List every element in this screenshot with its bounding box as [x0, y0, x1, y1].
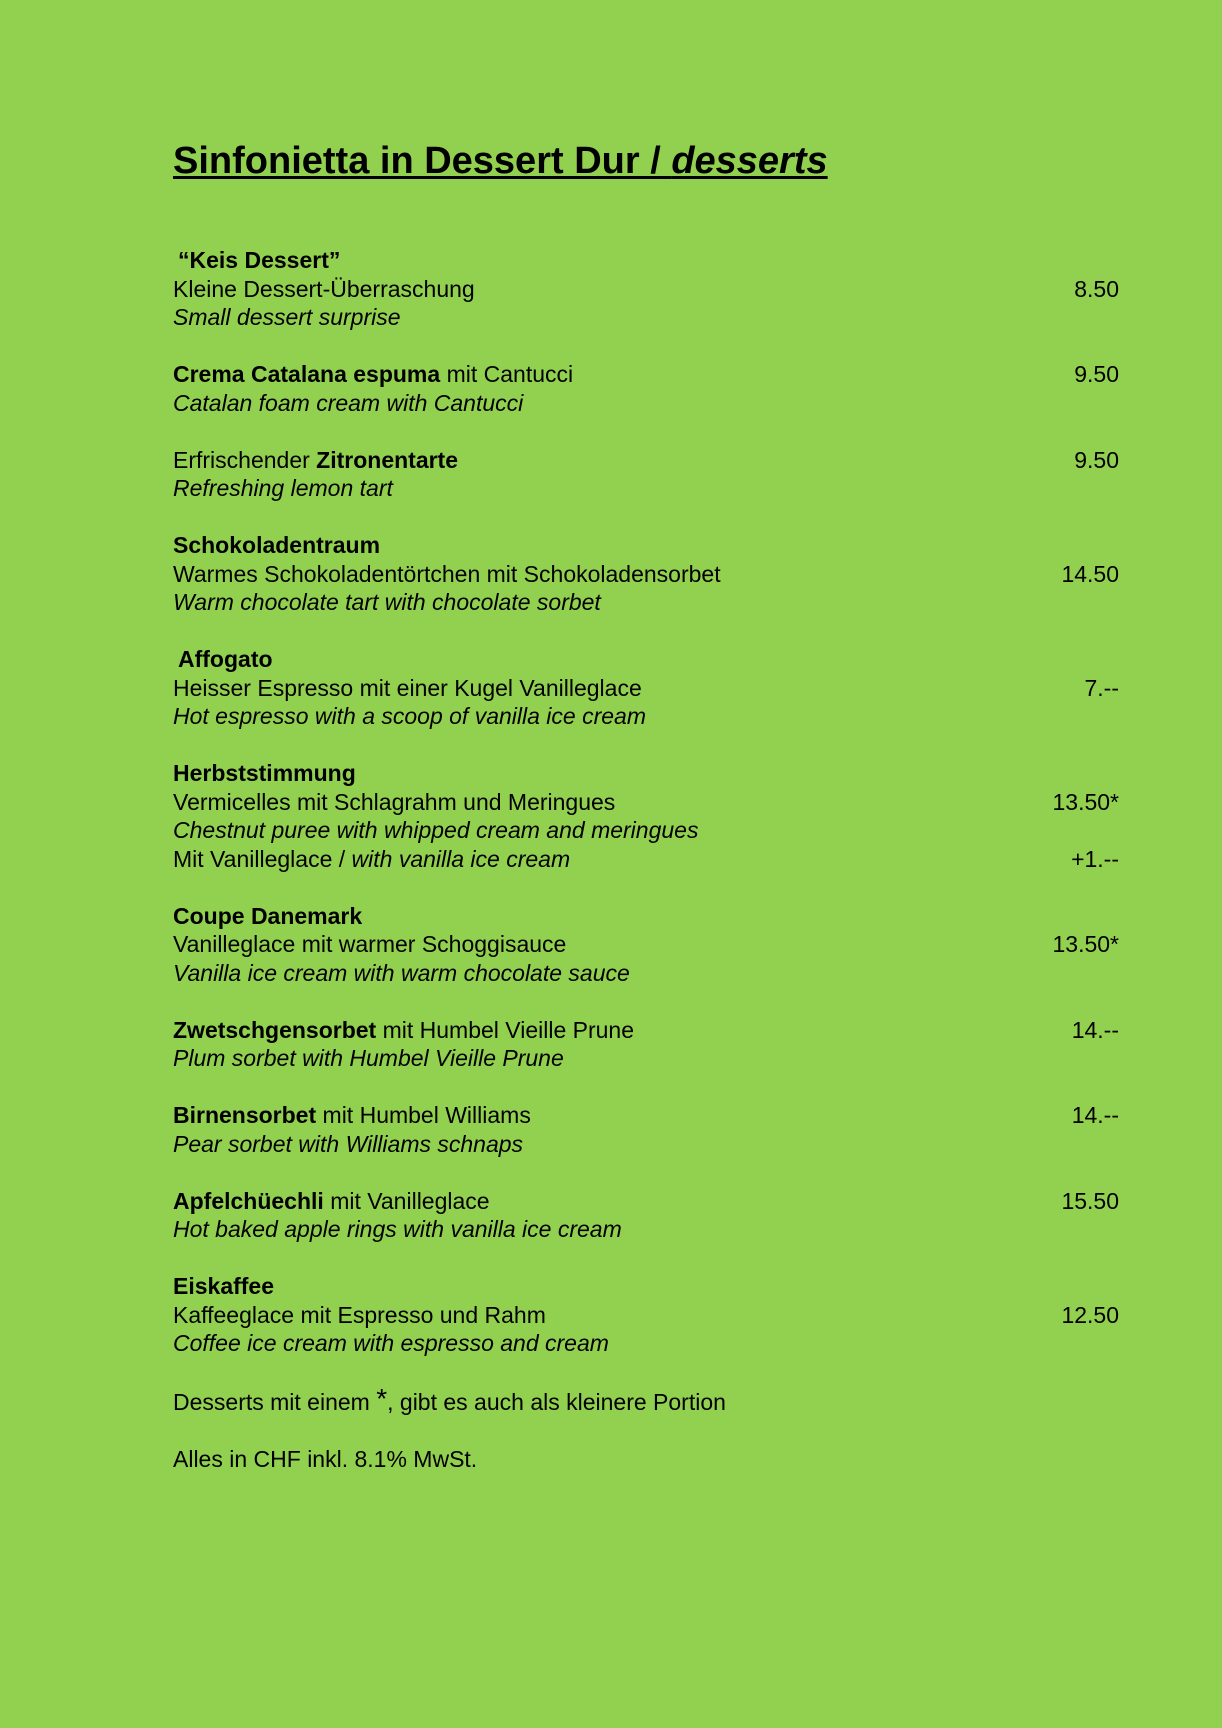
page-title-italic: desserts [671, 140, 828, 182]
item-price: 8.50 [1074, 275, 1119, 302]
item-price: 13.50* [1052, 931, 1119, 957]
item-price: 12.50 [1061, 1301, 1119, 1328]
item-heading: Herbststimmung [173, 760, 356, 786]
item-price: 7.-- [1084, 674, 1119, 701]
item-price: 9.50 [1074, 361, 1119, 387]
item-en-line: Small dessert surprise [173, 304, 401, 330]
item-de-line: Kleine Dessert-Überraschung 8.50 [173, 275, 1119, 302]
item-heading: “Keis Dessert” [178, 247, 341, 273]
vat-note: Alles in CHF inkl. 8.1% MwSt. [173, 1445, 478, 1472]
item-extra-line: Mit Vanilleglace / with vanilla ice cream +1.-- [173, 845, 1119, 872]
item-de-line: Crema Catalana espuma mit Cantucci 9.50 [173, 361, 1119, 387]
item-en-line: Vanilla ice cream with warm chocolate sauce [173, 959, 630, 986]
item-price: 14.50 [1061, 560, 1119, 587]
item-heading: Coupe Danemark [173, 902, 363, 929]
item-en-line: Hot baked apple rings with vanilla ice cream [173, 1216, 622, 1242]
item-en-line: Pear sorbet with Williams schnaps [173, 1130, 524, 1157]
item-de-line: Heisser Espresso mit einer Kugel Vanilleglace 7.-- [173, 674, 1119, 701]
dessert-list [173, 246, 1119, 1473]
item-en-line: Plum sorbet with Humbel Vieille Prune [173, 1045, 564, 1071]
item-name: Apfelchüechli [173, 1187, 324, 1214]
item-price: 13.50* [1052, 788, 1119, 815]
item-en-line: Hot espresso with a scoop of vanilla ice cream [173, 703, 646, 729]
item-de-line: Zwetschgensorbet mit Humbel Vieille Prune 14.-- [173, 1016, 1119, 1043]
item-name: Crema Catalana espuma [173, 361, 441, 387]
item-price: 9.50 [1074, 446, 1119, 473]
item-en-line: Refreshing lemon tart [173, 475, 393, 501]
item-de-line: Birnensorbet mit Humbel Williams 14.-- [173, 1102, 1119, 1128]
item-extra-price: +1.-- [1071, 845, 1119, 872]
item-name: Zitronentarte [316, 446, 459, 473]
portion-note: Desserts mit einem *, gibt es auch als kleinere Portion [173, 1382, 726, 1415]
item-price: 14.-- [1071, 1016, 1119, 1043]
item-de-line: Apfelchüechli mit Vanilleglace 15.50 [173, 1187, 1119, 1214]
item-price: 14.-- [1071, 1102, 1119, 1128]
item-en-line: Warm chocolate tart with chocolate sorbet [173, 589, 601, 615]
item-de-line: Warmes Schokoladentörtchen mit Schokoladensorbet 14.50 [173, 560, 1119, 587]
item-en-line: Chestnut puree with whipped cream and meringues [173, 817, 699, 843]
item-en-line: Coffee ice cream with espresso and cream [173, 1330, 609, 1356]
item-name: Birnensorbet [173, 1102, 317, 1128]
item-de-line: Vermicelles mit Schlagrahm und Meringues 13.50* [173, 788, 1119, 815]
page-title: Sinfonietta in Dessert Dur / desserts [173, 140, 828, 182]
item-de-line: Erfrischender Zitronentarte 9.50 [173, 446, 1119, 473]
item-name: Zwetschgensorbet [173, 1016, 377, 1043]
asterisk: * [376, 1382, 388, 1414]
item-de-line: Kaffeeglace mit Espresso und Rahm 12.50 [173, 1301, 1119, 1328]
item-heading: Eiskaffee [173, 1273, 275, 1299]
item-heading: Affogato [178, 646, 273, 672]
item-price: 15.50 [1061, 1187, 1119, 1214]
item-heading: Schokoladentraum [173, 532, 381, 558]
item-en-line: Catalan foam cream with Cantucci [173, 389, 524, 416]
item-de-line: Vanilleglace mit warmer Schoggisauce 13.50* [173, 931, 1119, 957]
